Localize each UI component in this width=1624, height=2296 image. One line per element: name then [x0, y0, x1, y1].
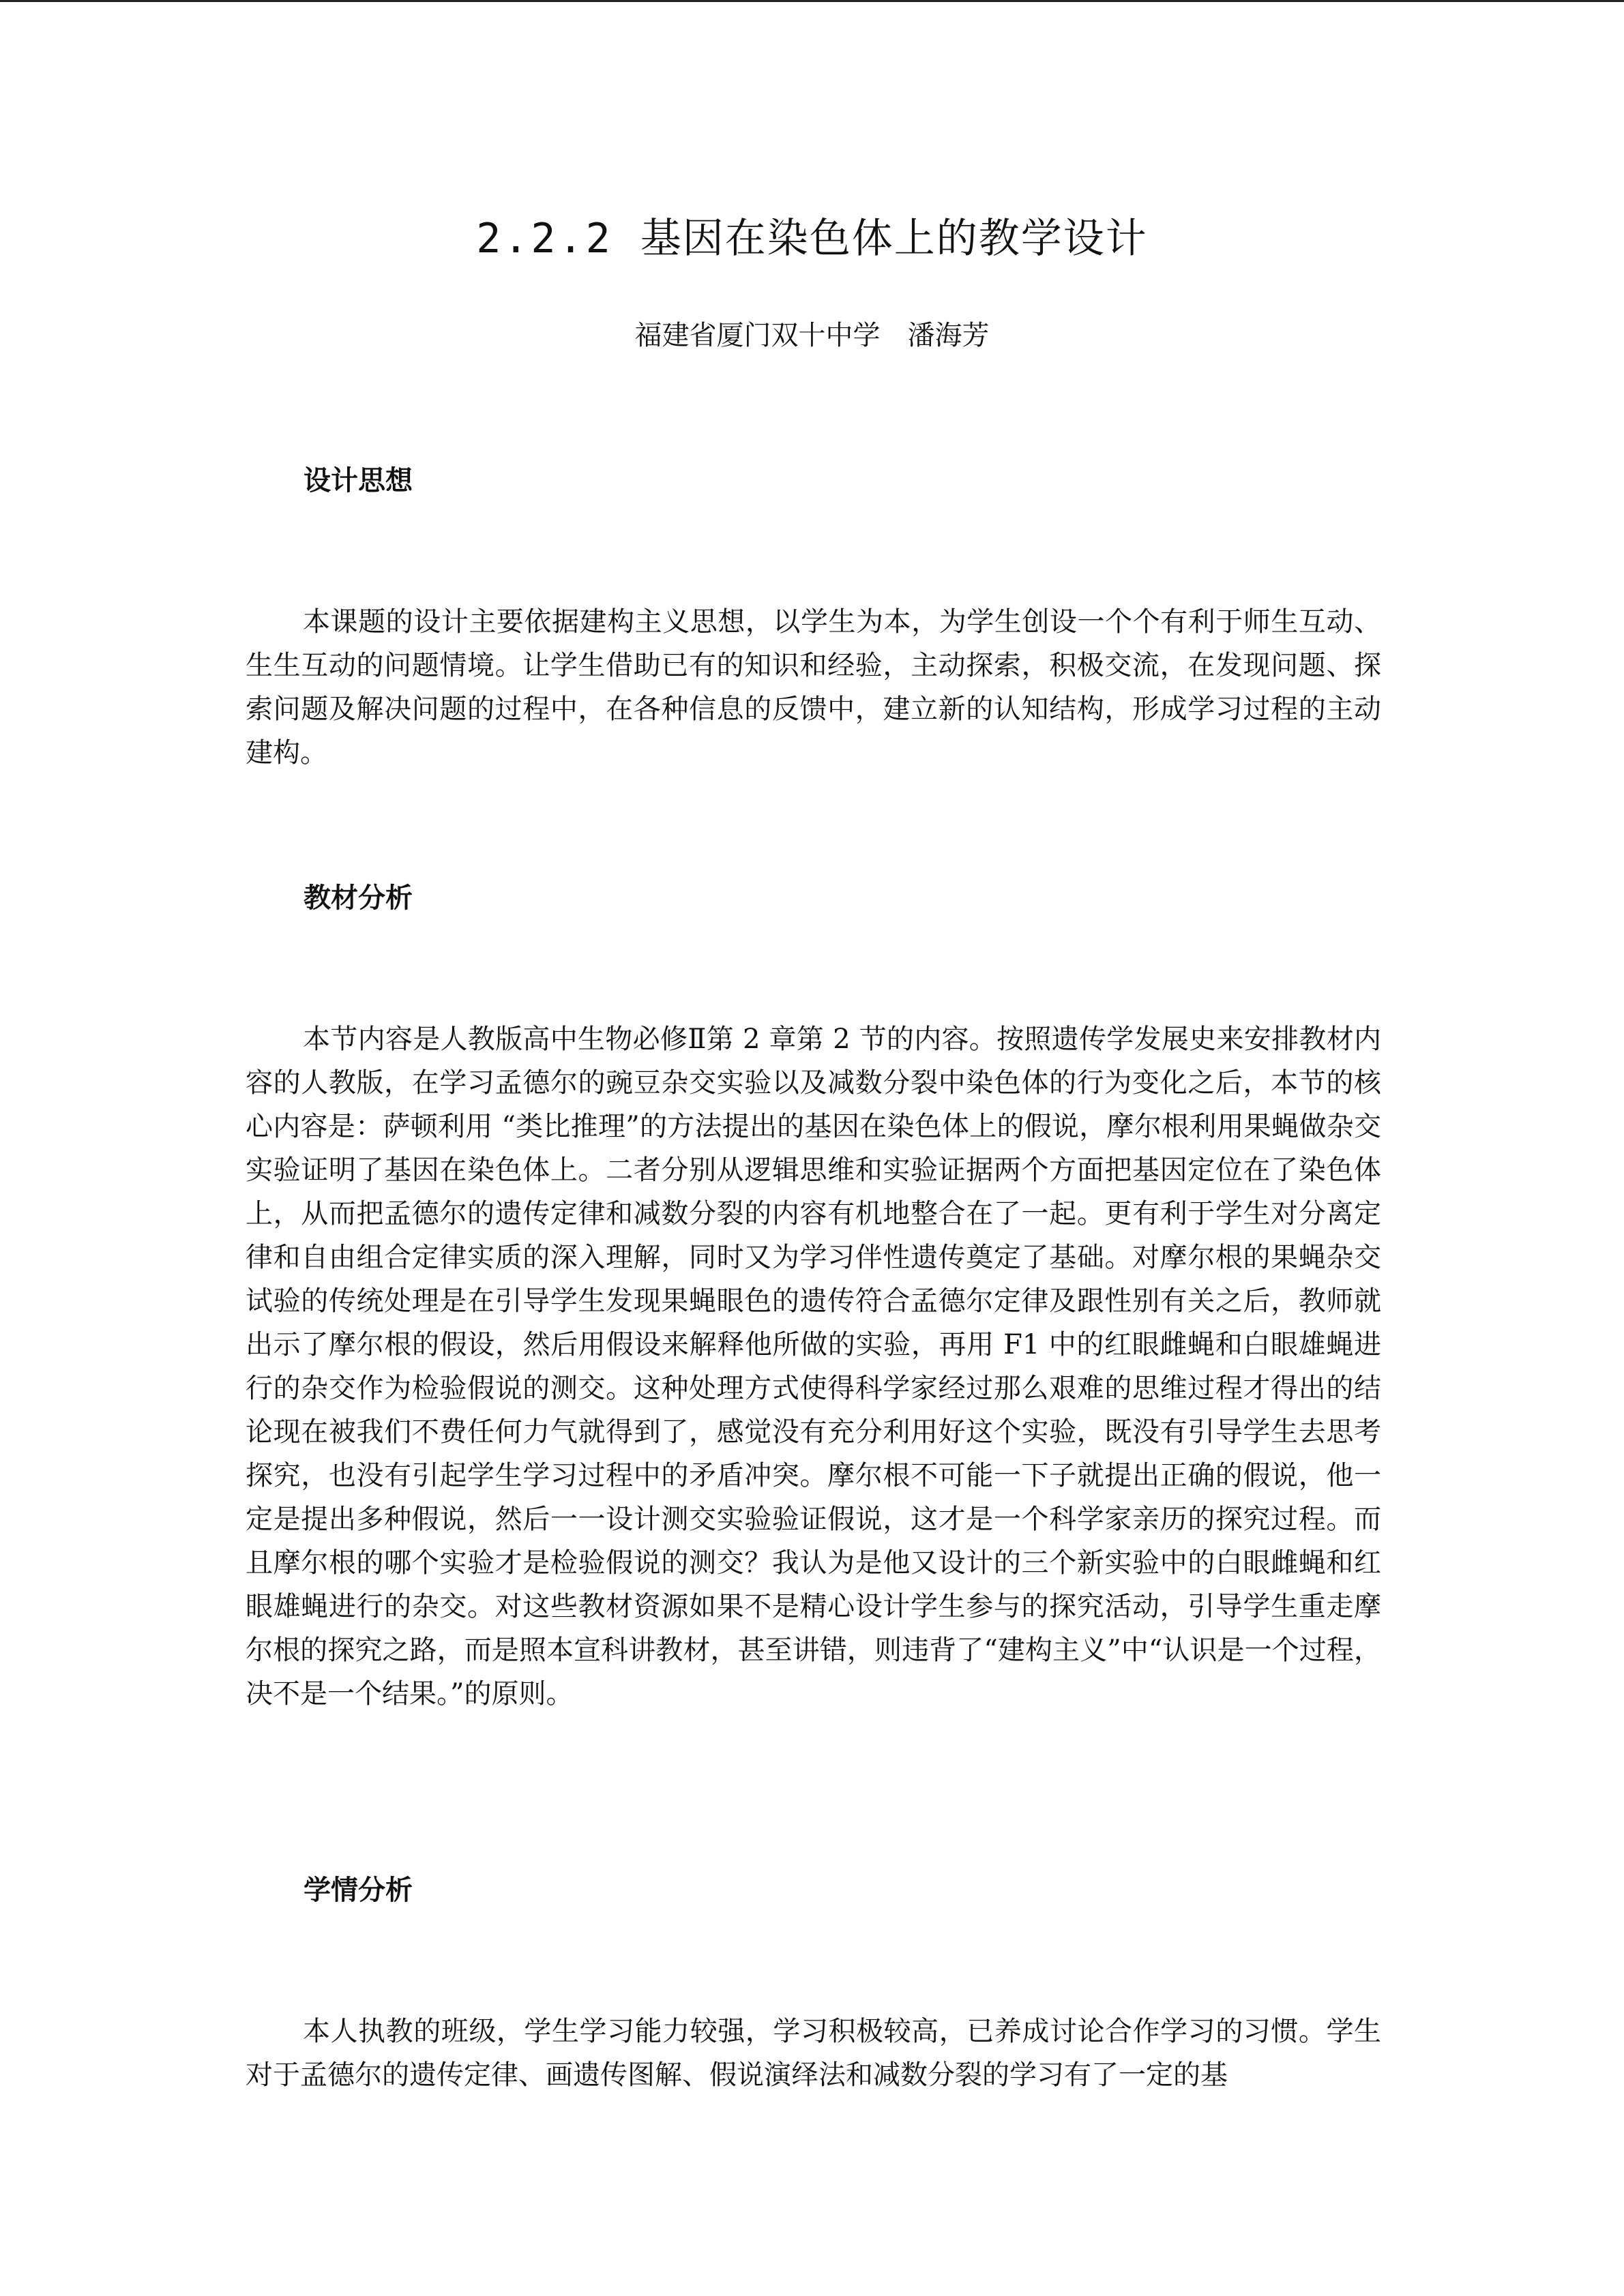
- author-line: [0, 315, 1624, 356]
- document-title: [0, 211, 1624, 266]
- section-heading-design-idea: 设计思想: [304, 465, 413, 496]
- author-school: 福建省厦门双十中学: [634, 320, 881, 351]
- section-paragraph-textbook-analysis: 本节内容是人教版高中生物必修Ⅱ第 2 章第 2 节的内容。按照遗传学发展史来安排教材内容的人教版，在学习孟德尔的豌豆杂交实验以及减数分裂中染色体的行为变化之后，本节的核心内容是：萨顿利用 “类比推理”的方法提出的基因在染色体上的假说，摩尔根利用果蝇做杂交实验证明了基因在染色体上。二者分别从逻辑思维和实验证据两个方面把基因定位在了染色体上，从而把孟德尔的遗传定律和减数分裂的内容有机地整合在了一起。更有利于学生对分离定律和自由组合定律实质的深入理解，同时又为学习伴性遗传奠定了基础。对摩尔根的果蝇杂交试验的传统处理是在引导学生发现果蝇眼色的遗传符合孟德尔定律及跟性别有关之后，教师就出示了摩尔根的假设，然后用假设来解释他所做的实验，再用 F1 中的红眼雌蝇和白眼雄蝇进行的杂交作为检验假说的测交。这种处理方式使得科学家经过那么艰难的思维过程才得出的结论现在被我们不费任何力气就得到了，感觉没有充分利用好这个实验，既没有引导学生去思考探究，也没有引起学生学习过程中的矛盾冲突。摩尔根不可能一下子就提出正确的假说，他一定是提出多种假说，然后一一设计测交实验验证假说，这才是一个科学家亲历的探究过程。而且摩尔根的哪个实验才是检验假说的测交？我认为是他又设计的三个新实验中的白眼雌蝇和红眼雄蝇进行的杂交。对这些教材资源如果不是精心设计学生参与的探究活动，引导学生重走摩尔根的探究之路，而是照本宣科讲教材，甚至讲错，则违背了“建构主义”中“认识是一个过程，决不是一个结果。”的原则。: [246, 1024, 1381, 1710]
- title-number: 2.2.2: [476, 215, 613, 263]
- section-paragraph-student-analysis: 本人执教的班级，学生学习能力较强，学习积极较高，已养成讨论合作学习的习惯。学生对于孟德尔的遗传定律、画遗传图解、假说演绎法和减数分裂的学习有了一定的基: [246, 2016, 1381, 2091]
- section-heading-student-analysis: 学情分析: [304, 1875, 413, 1906]
- title-text: 基因在染色体上的教学设计: [640, 215, 1148, 263]
- author-name: 潘海芳: [907, 320, 990, 351]
- section-paragraph-design-idea: 本课题的设计主要依据建构主义思想，以学生为本，为学生创设一个个有利于师生互动、生生互动的问题情境。让学生借助已有的知识和经验，主动探索，积极交流，在发现问题、探索问题及解决问题的过程中，在各种信息的反馈中，建立新的认知结构，形成学习过程的主动建构。: [246, 606, 1381, 769]
- section-heading-textbook-analysis: 教材分析: [304, 882, 413, 914]
